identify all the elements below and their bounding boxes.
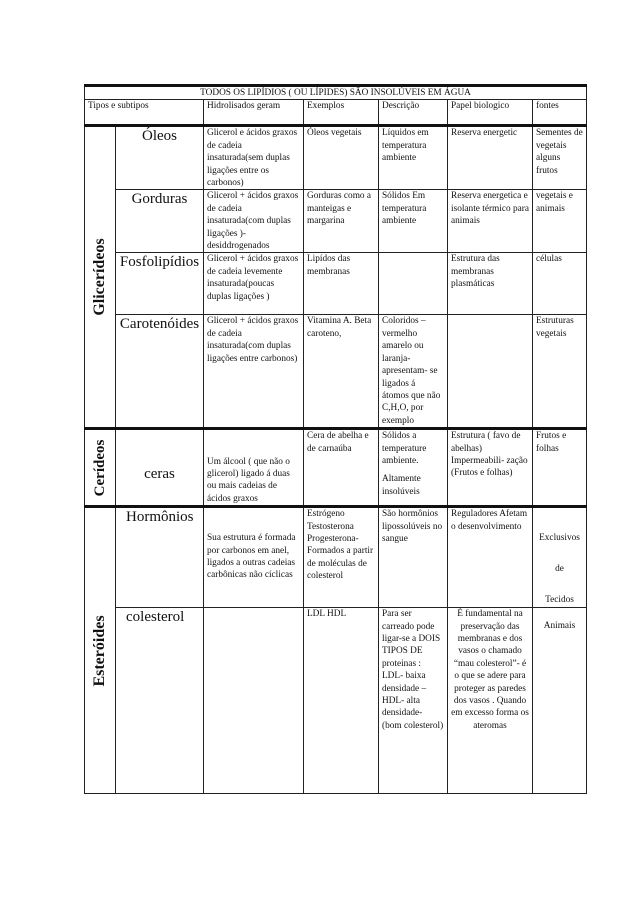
header-exemplos: Exemplos (304, 100, 379, 126)
fontes-line-1: Exclusivos (539, 533, 580, 544)
cell-descricao: Sólidos Em temperatura ambiente (379, 190, 448, 253)
group-glicerideos (85, 126, 116, 429)
subtype-ceras-label: ceras (144, 465, 175, 482)
cell-exemplos: Vitamina A. Beta caroteno, (304, 315, 379, 429)
cell-descricao: Para ser carreado pode ligar-se a DOIS TIPOS DE proteinas : LDL- baixa densidade – HDL- alta densidade- (bom colesterol) (379, 608, 448, 794)
cell-papel: Estrutura das membranas plasmáticas (448, 253, 533, 315)
cell-exemplos: Estrógeno Testosterona Progesterona- Formados a partir de moléculas de colesterol (304, 507, 379, 608)
descricao-part-2: Altamente insolúveis (382, 474, 421, 497)
group-esteroides (85, 507, 116, 794)
table-row-oleos (85, 126, 587, 190)
cell-fontes: Frutos e folhas (533, 429, 587, 507)
subtype-gorduras: Gorduras (116, 190, 204, 253)
cell-descricao: São hormônios lipossolúveis no sangue (379, 507, 448, 608)
fontes-line-4: Animais (543, 621, 576, 632)
subtype-fosfolipidios: Fosfolipídios (116, 253, 204, 315)
cell-descricao (379, 429, 448, 507)
cell-hidro-esteroides (204, 507, 304, 608)
cell-papel (448, 315, 533, 429)
table-row-hormonios (85, 507, 587, 608)
group-label: Esteróides (90, 615, 108, 687)
cell-exemplos: Lipídos das membranas (304, 253, 379, 315)
fontes-line-3: Tecidos (545, 594, 574, 605)
cell-papel: Reserva energetic (448, 126, 533, 190)
table-row-colesterol (85, 608, 587, 794)
cell-hidro: Glicerol e ácidos graxos de cadeia insaturada(sem duplas ligações entre os carbonos) (204, 126, 304, 190)
header-row (85, 100, 587, 126)
cell-papel: Reguladores Afetam o desenvolvimento (448, 507, 533, 608)
group-label: Glicerídeos (90, 238, 108, 316)
cell-descricao: Coloridos – vermelho amarelo ou laranja- apresentam- se ligados á átomos que não C,H,O, por exemplo (379, 315, 448, 429)
cell-hidro: Glicerol + ácidos graxos de cadeia insaturada(com duplas ligações )- desiddrogenados (204, 190, 304, 253)
subtype-oleos: Óleos (116, 126, 204, 190)
cell-papel: É fundamental na preservação das membranas e dos vasos o chamado “mau colesterol”- é o que se adere para proteger as paredes dos vasos . Quando em excesso forma os ateromas (448, 608, 533, 794)
cell-exemplos: LDL HDL (304, 608, 379, 794)
cell-fontes: células (533, 253, 587, 315)
cell-descricao (379, 253, 448, 315)
cell-hidro: Glicerol + ácidos graxos de cadeia insaturada(com duplas ligações entre carbonos) (204, 315, 304, 429)
table-row-gorduras (85, 190, 587, 253)
cell-papel (448, 429, 533, 507)
cell-fontes: Estruturas vegetais (533, 315, 587, 429)
subtype-colesterol: colesterol (116, 608, 204, 794)
cell-fontes-esteroides (533, 507, 587, 608)
header-papel: Papel biologico (448, 100, 533, 126)
fontes-line-2: de (555, 563, 564, 574)
cell-papel: Reserva energetica e isolante térmico para animais (448, 190, 533, 253)
cell-hidro: Glicerol + ácidos graxos de cadeia levemente insaturada(poucas duplas ligações ) (204, 253, 304, 315)
cell-descricao: Líquidos em temperatura ambiente (379, 126, 448, 190)
subtype-ceras (116, 429, 204, 507)
group-cerideos (85, 429, 116, 507)
papel-part-1: Estrutura ( favo de abelhas) Impermeabili- zação (451, 431, 528, 466)
cell-exemplos: Gorduras como a manteigas e margarina (304, 190, 379, 253)
cell-fontes: vegetais e animais (533, 190, 587, 253)
cell-exemplos: Óleos vegetais (304, 126, 379, 190)
cell-hidro: Um álcool ( que não o glicerol) ligado á duas ou mais cadeias de ácidos graxos (204, 429, 304, 507)
header-descricao: Descrição (379, 100, 448, 126)
subtype-carotenoides: Carotenóides (116, 315, 204, 429)
subtype-hormonios: Hormônios (116, 507, 204, 608)
esteroides-hidro-text: Sua estrutura é formada por carbonos em anel, ligados a outras cadeias carbônicas não cíclicas (207, 533, 296, 581)
cell-hidro-empty (204, 608, 304, 794)
header-hidrolisados: Hidrolisados geram (204, 100, 304, 126)
papel-part-2: (Frutos e folhas) (451, 468, 513, 479)
table-row-fosfolipidios (85, 253, 587, 315)
cell-fontes-animais (533, 608, 587, 794)
cell-fontes: Sementes de vegetais alguns frutos (533, 126, 587, 190)
lipids-table (84, 84, 587, 794)
cell-exemplos: Cera de abelha e de carnaúba (304, 429, 379, 507)
table-title: TODOS OS LIPÍDIOS ( OU LÍPIDES) SÃO INSOLÚVEIS EM ÁGUA (85, 86, 587, 100)
group-label: Cerídeos (91, 439, 108, 496)
table-row-ceras (85, 429, 587, 507)
descricao-part-1: Sólidos a temperature ambiente. (382, 431, 427, 466)
header-fontes: fontes (533, 100, 587, 126)
table-row-carotenoides (85, 315, 587, 429)
header-tipos: Tipos e subtipos (85, 100, 204, 126)
